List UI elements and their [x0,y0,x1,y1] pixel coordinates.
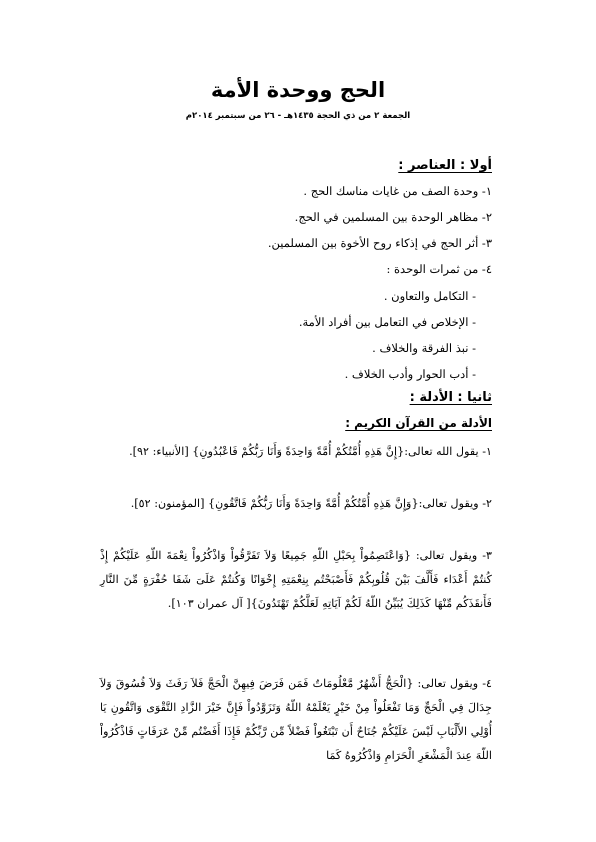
quran-evidence-1: ١- يقول الله تعالى:{إِنَّ هَذِهِ أُمَّتُكُمْ أُمَّةً وَاحِدَةً وَأَنَا رَبُّكُمْ فَاعْبُدُونِ} [الأنبياء: ٩٢]. [129,445,492,458]
document-title: الحج ووحدة الأمة [210,78,386,102]
element-item-4: ٤- من ثمرات الوحدة : [386,262,492,276]
quran-evidence-2: ٢- ويقول تعالى:{وَإِنَّ هَذِهِ أُمَّتُكُمْ أُمَّةً وَاحِدَةً وَأَنَا رَبُّكُمْ فَاتَّقُونِ} [المؤمنون: ٥٢]. [130,497,492,510]
quran-evidence-3: ٣- ويقول تعالى: {وَاعْتَصِمُواْ بِحَبْلِ اللّهِ جَمِيعًا وَلاَ تَفَرَّقُواْ وَاذْكُرُواْ نِعْمَةَ اللّهِ عَلَيْكُمْ إِذْ كُنتُمْ أَعْدَاء فَأَلَّفَ بَيْنَ قُلُوبِكُمْ فَأَصْبَحْتُم بِنِعْمَتِهِ إِخْوَانًا وَكُنتُمْ عَلَىَ شَفَا حُفْرَةٍ مِّنَ النَّارِ فَأَنقَذَكُم مِّنْهَا كَذَلِكَ يُبَيِّنُ اللّهُ لَكُمْ آيَاتِهِ لَعَلَّكُمْ تَهْتَدُونَ}[ آل عمران ١٠٣]. [100,549,492,610]
subitem-4: - أدب الحوار وأدب الخلاف . [344,367,476,381]
element-item-1: ١- وحدة الصف من غايات مناسك الحج . [303,184,492,198]
element-item-3: ٣- أثر الحج في إذكاء روح الأخوة بين المسلمين. [267,236,492,250]
element-item-2: ٢- مظاهر الوحدة بين المسلمين في الحج. [294,210,492,224]
document-date-line: الجمعة ٢ من ذي الحجة ١٤٣٥هـ - ٢٦ من سبتمبر ٢٠١٤م [185,111,411,121]
section-heading-evidence: ثانيا : الأدلة : [409,390,492,405]
subitem-1: - التكامل والتعاون . [383,289,476,303]
section-heading-elements: أولا : العناصر : [398,158,492,173]
subitem-2: - الإخلاص في التعامل بين أفراد الأمة. [298,315,476,329]
subheading-quran-evidence: الأدلة من القرآن الكريم : [345,416,492,430]
quran-evidence-4: ٤- ويقول تعالى: {الْحَجُّ أَشْهُرٌ مَّعْلُومَاتٌ فَمَن فَرَضَ فِيهِنَّ الْحَجَّ فَلاَ رَفَثَ وَلاَ فُسُوقَ وَلاَ جِدَالَ فِي الْحَجِّ وَمَا تَفْعَلُواْ مِنْ خَيْرٍ يَعْلَمْهُ اللّهُ وَتَزَوَّدُواْ فَإِنَّ خَيْرَ الزَّادِ التَّقْوَى وَاتَّقُونِ يَا أُوْلِي الأَلْبَابِ لَيْسَ عَلَيْكُمْ جُنَاحٌ أَن تَبْتَغُواْ فَضْلاً مِّن رَّبِّكُمْ فَإِذَا أَفَضْتُم مِّنْ عَرَفَاتٍ فَاذْكُرُواْ اللّهَ عِندَ الْمَشْعَرِ الْحَرَامِ وَاذْكُرُوهُ كَمَا [100,677,492,762]
subitem-3: - نبذ الفرقة والخلاف . [372,341,476,355]
